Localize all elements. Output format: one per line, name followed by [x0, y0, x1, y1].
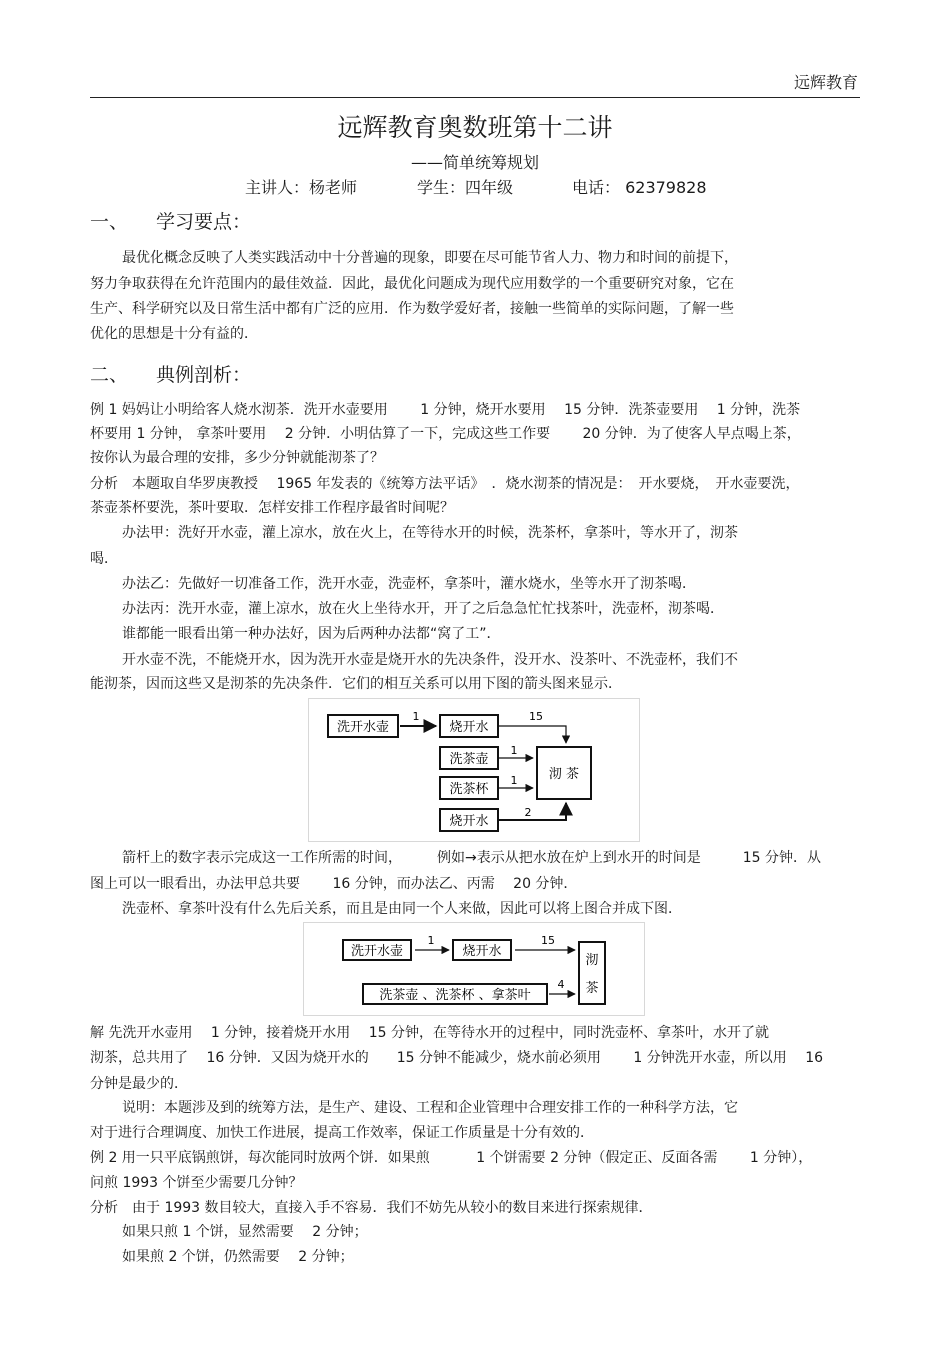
- section-heading-1: [90, 207, 251, 234]
- text-line: 如果只煎 1 个饼，显然需要 2 分钟；: [122, 1224, 368, 1240]
- text-line: 箭杆上的数字表示完成这一工作所需的时间， 例如→表示从把水放在炉上到水开的时间是 15 分钟．从: [122, 850, 821, 866]
- section-number: 二、: [90, 364, 129, 386]
- text-line: 最优化概念反映了人类实践活动中十分普遍的现象，即要在尽可能节省人力、物力和时间的前提下，: [122, 250, 738, 266]
- text-line: 努力争取获得在允许范围内的最佳效益．因此，最优化问题成为现代应用数学的一个重要研究对象，它在: [90, 276, 734, 292]
- text-line: 分析 本题取自华罗庚教授 1965 年发表的《统筹方法平话》 ．烧水沏茶的情况是： 开水要烧， 开水壶要洗，: [90, 476, 800, 492]
- text-line: 开水壶不洗，不能烧开水，因为洗开水壶是烧开水的先决条件，没开水、没茶叶、不洗壶杯，我们不: [122, 652, 738, 668]
- text-line: 图上可以一眼看出，办法甲总共要 16 分钟，而办法乙、丙需 20 分钟．: [90, 876, 578, 892]
- box-boil-water-label: 烧开水: [449, 720, 489, 735]
- page-subtitle: ——简单统筹规划: [410, 153, 539, 172]
- text-line: 如果煎 2 个饼，仍然需要 2 分钟；: [122, 1249, 354, 1265]
- text-line: 问煎 1993 个饼至少需要几分钟？: [90, 1175, 303, 1191]
- text-line: 办法丙：洗开水壶，灌上凉水，放在火上坐待水开，开了之后急急忙忙找茶叶，洗壶杯，沏茶喝．: [122, 601, 724, 617]
- arrow-diagram-1: [308, 698, 640, 842]
- arrow-label-15: 15: [529, 710, 543, 723]
- box-wash-cups-label: 洗茶杯: [449, 782, 489, 797]
- box-make-tea-label: 沏 茶: [548, 767, 580, 782]
- section-title: 典例剖析：: [156, 364, 252, 386]
- box-boil-water-2-label: 烧开水: [449, 814, 489, 829]
- arrow-diagram-2: [303, 922, 645, 1016]
- page-title: 远辉教育奥数班第十二讲: [337, 113, 613, 142]
- speaker: 主讲人：杨老师: [245, 178, 358, 197]
- student-level: 学生：四年级: [417, 178, 514, 197]
- arrow-label-1: 1: [427, 934, 435, 947]
- text-line: 喝．: [90, 551, 118, 567]
- box-boil-water-label: 烧开水: [462, 944, 502, 959]
- text-line: 洗壶杯、拿茶叶没有什么先后关系，而且是由同一个人来做，因此可以将上图合并成下图．: [122, 901, 682, 917]
- text-line: 谁都能一眼看出第一种办法好，因为后两种办法都“窝了工”．: [122, 626, 501, 642]
- text-line: 例 1 妈妈让小明给客人烧水沏茶．洗开水壶要用 1 分钟，烧开水要用 15 分钟．洗茶壶要用 1 分钟，洗茶: [90, 402, 801, 418]
- section-title: 学习要点：: [156, 211, 252, 233]
- text-line: 沏茶，总共用了 16 分钟．又因为烧开水的 15 分钟不能减少，烧水前必须用 1 分钟洗开水壶，所以用 16: [90, 1050, 824, 1066]
- text-line: 生产、科学研究以及日常生活中都有广泛的应用．作为数学爱好者，接触一些简单的实际问题，了解一些: [90, 301, 734, 317]
- text-line: 分钟是最少的．: [90, 1076, 188, 1092]
- arrow-label-15: 15: [541, 934, 555, 947]
- arrow-label-cups: 1: [510, 774, 518, 787]
- arrow-label-1: 1: [412, 710, 420, 723]
- arrow-boil2-to-tea: [498, 803, 566, 820]
- text-line: 能沏茶，因而这些又是沏茶的先决条件．它们的相互关系可以用下图的箭头图来显示．: [90, 676, 622, 692]
- text-line: 说明：本题涉及到的统筹方法，是生产、建设、工程和企业管理中合理安排工作的一种科学方法，它: [122, 1100, 738, 1116]
- text-line: 分析 由于 1993 数目较大，直接入手不容易．我们不妨先从较小的数目来进行探索规律．: [90, 1200, 653, 1216]
- header-divider: [90, 97, 860, 98]
- text-line: 解 先洗开水壶用 1 分钟，接着烧开水用 15 分钟，在等待水开的过程中，同时洗壶杯、拿茶叶，水开了就: [90, 1025, 769, 1041]
- box-make-tea-label-2: 茶: [585, 981, 599, 996]
- text-line: 杯要用 1 分钟， 拿茶叶要用 2 分钟．小明估算了一下，完成这些工作要 20 分钟．为了使客人早点喝上茶，: [90, 426, 801, 442]
- phone: 电话： 62379828: [572, 178, 707, 197]
- section-number: 一、: [90, 211, 129, 233]
- arrow-boil-to-tea: [498, 726, 566, 743]
- box-wash-kettle-label: 洗开水壶: [350, 944, 404, 959]
- text-line: 按你认为最合理的安排，多少分钟就能沏茶了？: [90, 450, 384, 466]
- arrow-label-2: 2: [524, 806, 532, 819]
- box-wash-teapot-label: 洗茶壶: [449, 752, 489, 767]
- text-line: 例 2 用一只平底锅煎饼，每次能同时放两个饼．如果煎 1 个饼需要 2 分钟（假定正、反面各需 1 分钟），: [90, 1150, 813, 1166]
- lecture-info: [245, 175, 707, 198]
- box-wash-kettle-label: 洗开水壶: [336, 720, 390, 735]
- box-make-tea-label-1: 沏: [585, 953, 599, 968]
- text-line: 优化的思想是十分有益的．: [90, 326, 258, 342]
- text-line: 办法乙：先做好一切准备工作，洗开水壶，洗壶杯，拿茶叶，灌水烧水，坐等水开了沏茶喝．: [122, 576, 696, 592]
- box-combined-tasks-label: 洗茶壶 、洗茶杯 、拿茶叶: [379, 988, 531, 1003]
- text-line: 对于进行合理调度、加快工作进展，提高工作效率，保证工作质量是十分有效的．: [90, 1125, 594, 1141]
- arrow-label-4: 4: [557, 978, 565, 991]
- section-heading-2: [90, 360, 251, 387]
- text-line: 茶壶茶杯要洗，茶叶要取．怎样安排工作程序最省时间呢？: [90, 500, 454, 516]
- arrow-label-teapot: 1: [510, 744, 518, 757]
- header-brand: 远辉教育: [793, 73, 858, 92]
- text-line: 办法甲：洗好开水壶，灌上凉水，放在火上，在等待水开的时候，洗茶杯，拿茶叶，等水开了，沏茶: [122, 525, 738, 541]
